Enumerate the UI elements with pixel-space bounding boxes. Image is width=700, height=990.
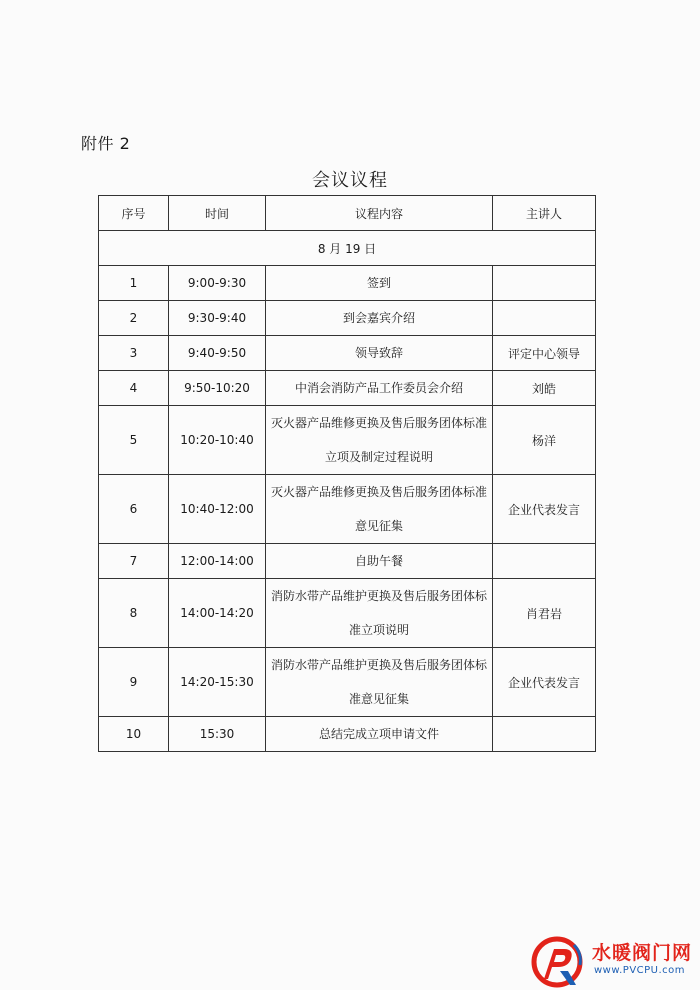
row-no: 3 [99,336,169,371]
row-content: 消防水带产品维护更换及售后服务团体标准意见征集 [266,648,493,717]
row-speaker [493,301,596,336]
watermark-url: www.PVCPU.com [594,965,686,976]
row-time: 12:00-14:00 [169,544,266,579]
date-cell: 8 月 19 日 [99,231,596,266]
row-speaker: 企业代表发言 [493,648,596,717]
row-speaker: 评定中心领导 [493,336,596,371]
attachment-label: 附件 2 [81,134,131,153]
column-header-time: 时间 [169,196,266,231]
column-header-no: 序号 [99,196,169,231]
column-header-speaker: 主讲人 [493,196,596,231]
row-no: 1 [99,266,169,301]
table-row [99,717,596,752]
row-content: 中消会消防产品工作委员会介绍 [266,371,493,406]
table-header-row [99,196,596,231]
pipe-logo-icon [530,935,586,989]
row-time: 14:20-15:30 [169,648,266,717]
watermark-logo [530,933,700,990]
row-content: 到会嘉宾介绍 [266,301,493,336]
table-row [99,579,596,648]
date-row [99,231,596,266]
row-speaker [493,544,596,579]
row-content: 灭火器产品维修更换及售后服务团体标准立项及制定过程说明 [266,406,493,475]
row-time: 9:40-9:50 [169,336,266,371]
row-no: 4 [99,371,169,406]
row-content: 签到 [266,266,493,301]
table-row [99,648,596,717]
row-speaker [493,266,596,301]
agenda-table [98,195,596,752]
row-content: 消防水带产品维护更换及售后服务团体标准立项说明 [266,579,493,648]
row-speaker: 肖君岩 [493,579,596,648]
table-row [99,336,596,371]
watermark-name: 水暖阀门网 [592,942,693,964]
row-no: 7 [99,544,169,579]
table-row [99,475,596,544]
row-speaker: 杨洋 [493,406,596,475]
row-content: 总结完成立项申请文件 [266,717,493,752]
column-header-content: 议程内容 [266,196,493,231]
row-no: 8 [99,579,169,648]
row-no: 10 [99,717,169,752]
row-time: 10:40-12:00 [169,475,266,544]
row-speaker: 刘皓 [493,371,596,406]
row-content: 自助午餐 [266,544,493,579]
row-no: 5 [99,406,169,475]
row-time: 9:30-9:40 [169,301,266,336]
table-row [99,406,596,475]
table-row [99,544,596,579]
row-no: 9 [99,648,169,717]
table-row [99,371,596,406]
table-row [99,266,596,301]
row-no: 2 [99,301,169,336]
row-no: 6 [99,475,169,544]
row-time: 15:30 [169,717,266,752]
table-row [99,301,596,336]
row-time: 10:20-10:40 [169,406,266,475]
row-time: 9:50-10:20 [169,371,266,406]
row-time: 14:00-14:20 [169,579,266,648]
row-speaker [493,717,596,752]
row-speaker: 企业代表发言 [493,475,596,544]
row-content: 灭火器产品维修更换及售后服务团体标准意见征集 [266,475,493,544]
row-time: 9:00-9:30 [169,266,266,301]
row-content: 领导致辞 [266,336,493,371]
page-title: 会议议程 [312,170,388,191]
